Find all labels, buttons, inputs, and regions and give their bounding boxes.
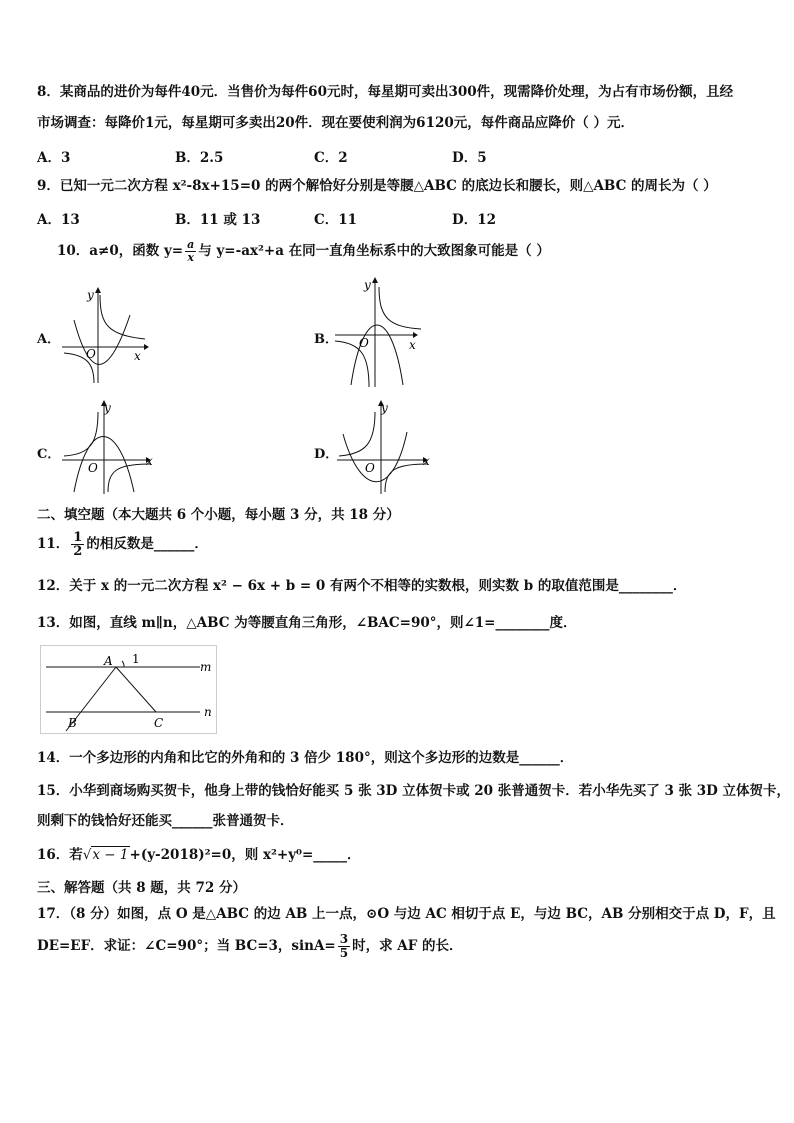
q10-frac-den: x bbox=[187, 251, 194, 264]
section-2-heading: 二、填空题（本大题共 6 个小题，每小题 3 分，共 18 分） bbox=[37, 507, 400, 523]
q10-a-origin: O bbox=[86, 347, 96, 361]
q8-line2: 市场调查：每降价1元，每星期可多卖出20件．现在要使利润为6120元，每件商品应降价（ ）元． bbox=[37, 115, 634, 131]
q10-b-origin: O bbox=[359, 336, 369, 350]
q9-line1: 9．已知一元二次方程 x²-8x+15=0 的两个解恰好分别是等腰△ABC 的底边长和腰长，则△ABC 的周长为（ ） bbox=[37, 178, 717, 194]
q11-frac-den: 2 bbox=[73, 544, 83, 559]
q10-option-b-label: B． bbox=[314, 332, 338, 347]
q10-suffix: 与 y=-ax²+a 在同一直角坐标系中的大致图象可能是（ ） bbox=[198, 243, 550, 259]
q16-suffix: +(y-2018)²=0，则 x²+y⁰=_____． bbox=[129, 847, 361, 863]
q13-figure bbox=[40, 645, 220, 737]
q12-stem: 12．关于 x 的一元二次方程 x² − 6x + b = 0 有两个不相等的实数根，则实数 b 的取值范围是________． bbox=[37, 578, 687, 594]
q10-frac-num: a bbox=[187, 238, 195, 251]
q13-label-a: A bbox=[104, 654, 113, 668]
q10-option-a-label: A． bbox=[37, 332, 61, 347]
q17-fraction bbox=[338, 933, 350, 960]
q14-stem: 14．一个多边形的内角和比它的外角和的 3 倍少 180°，则这个多边形的边数是______． bbox=[37, 750, 574, 766]
q9-option-b: B．11 或 13 bbox=[175, 212, 261, 228]
q10-d-y-label: y bbox=[381, 401, 388, 415]
q16-stem bbox=[37, 846, 361, 864]
q9-option-a: A．13 bbox=[37, 212, 80, 228]
q13-stem: 13．如图，直线 m∥n，△ABC 为等腰直角三角形，∠BAC=90°，则∠1=________度． bbox=[37, 615, 577, 631]
q13-label-b: B bbox=[68, 716, 77, 730]
q17-line2-prefix: DE=EF．求证：∠C=90°；当 BC=3，sinA= bbox=[37, 938, 336, 954]
q13-label-c: C bbox=[154, 716, 164, 730]
q11-frac-num: 1 bbox=[73, 530, 83, 545]
q8-option-a: A．3 bbox=[37, 150, 71, 166]
q10-graph-d bbox=[335, 398, 435, 496]
q10-graph-c bbox=[60, 398, 160, 496]
q17-line2-suffix: 时，求 AF 的长． bbox=[352, 938, 463, 954]
q10-graph-b bbox=[333, 275, 428, 390]
q11-suffix: 的相反数是______． bbox=[86, 536, 208, 552]
q17-line2 bbox=[37, 930, 463, 962]
q10-prefix: 10．a≠0，函数 y= bbox=[57, 243, 184, 259]
q10-a-y-label: y bbox=[87, 288, 94, 302]
q13-label-1: 1 bbox=[132, 652, 140, 666]
q9-option-c: C．11 bbox=[314, 212, 358, 228]
section-3-heading: 三、解答题（共 8 题，共 72 分） bbox=[37, 880, 246, 896]
q8-option-d: D．5 bbox=[452, 150, 487, 166]
q10-fraction bbox=[185, 239, 196, 264]
q9-option-d: D．12 bbox=[452, 212, 496, 228]
q10-c-y-label: y bbox=[104, 401, 111, 415]
q11-prefix: 11． bbox=[37, 536, 70, 552]
q8-line1: 8．某商品的进价为每件40元．当售价为每件60元时，每星期可卖出300件，现需降价处理，为占有市场份额，且经 bbox=[37, 84, 734, 100]
q16-prefix: 16．若 bbox=[37, 847, 83, 863]
q10-d-x-label: x bbox=[423, 454, 430, 468]
q10-graph-a bbox=[60, 285, 150, 385]
q10-option-d-label: D． bbox=[314, 447, 339, 462]
q10-option-c-label: C． bbox=[37, 447, 61, 462]
q16-radicand: x − 1 bbox=[92, 847, 129, 863]
q10-a-x-label: x bbox=[134, 349, 141, 363]
q11-stem bbox=[37, 530, 208, 558]
q10-d-origin: O bbox=[365, 461, 375, 475]
q13-label-n: n bbox=[204, 705, 212, 719]
q10-b-y-label: y bbox=[364, 278, 371, 292]
q8-option-b: B．2.5 bbox=[175, 150, 224, 166]
q11-fraction bbox=[71, 531, 84, 558]
q15-line1: 15．小华到商场购买贺卡，他身上带的钱恰好能买 5 张 3D 立体贺卡或 20 张普通贺卡．若小华先买了 3 张 3D 立体贺卡， bbox=[37, 783, 791, 799]
q17-line1: 17．（8 分）如图，点 O 是△ABC 的边 AB 上一点，⊙O 与边 AC 相切于点 E，与边 BC，AB 分别相交于点 D，F，且 bbox=[37, 906, 776, 922]
q10-stem bbox=[57, 238, 550, 264]
q17-frac-den: 5 bbox=[339, 946, 349, 960]
q13-label-m: m bbox=[200, 660, 212, 674]
q10-b-x-label: x bbox=[409, 338, 416, 352]
q17-frac-num: 3 bbox=[339, 932, 349, 946]
q10-c-x-label: x bbox=[146, 454, 153, 468]
q15-line2: 则剩下的钱恰好还能买______张普通贺卡． bbox=[37, 813, 294, 829]
q8-option-c: C．2 bbox=[314, 150, 348, 166]
q10-c-origin: O bbox=[88, 461, 98, 475]
q16-radical: √x − 1 bbox=[82, 847, 129, 863]
